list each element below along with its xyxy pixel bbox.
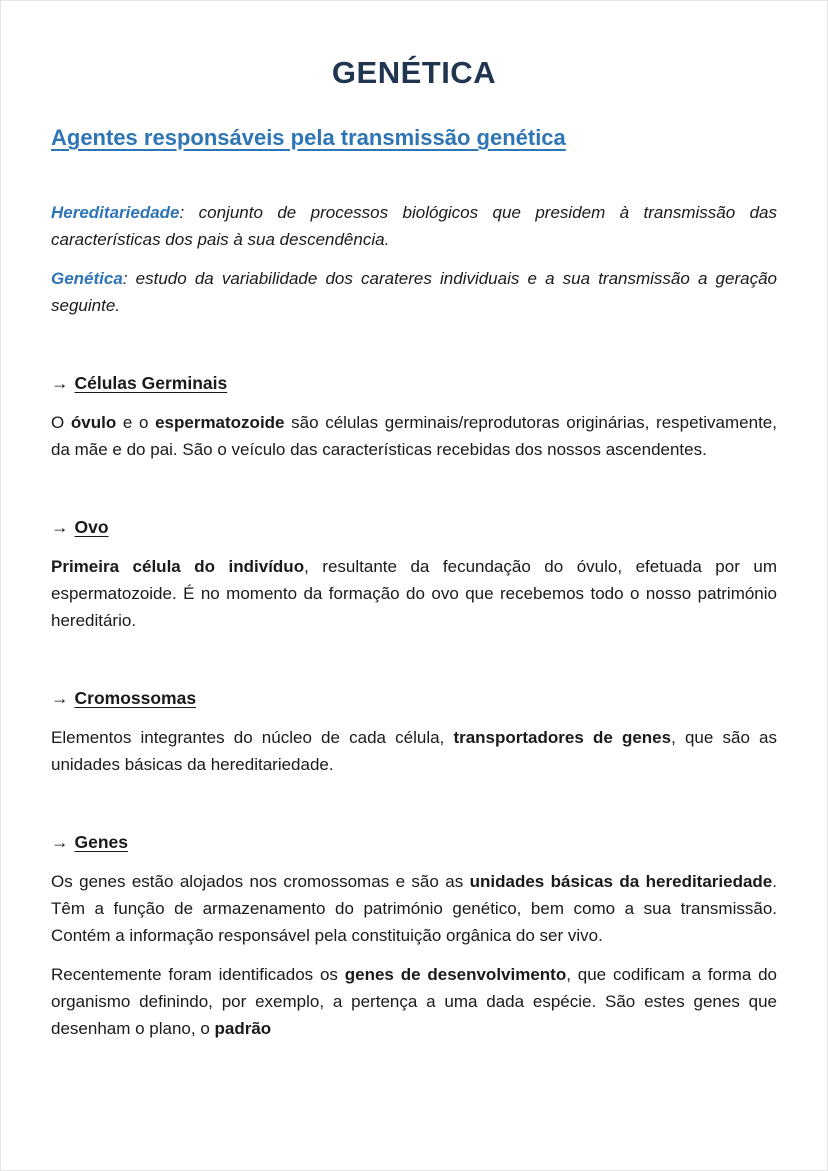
section-heading-celulas-germinais [51, 371, 777, 395]
paragraph-cromossomas: Elementos integrantes do núcleo de cada célula, transportadores de genes, que são as unidades básicas da hereditariedade. [51, 728, 778, 774]
paragraph-celulas-germinais: O óvulo e o espermatozoide são células germinais/reprodutoras originárias, respetivamente, da mãe e do pai. São o veículo das características recebidas dos nossos ascendentes. [51, 413, 777, 459]
section-heading-ovo [51, 515, 777, 539]
section-cromossomas [51, 686, 777, 778]
paragraph-genes-2: Recentemente foram identificados os genes de desenvolvimento, que codificam a forma do organismo definindo, por exemplo, a pertença a uma dada espécie. São estes genes que desenham o plano, o padrão [51, 965, 778, 1038]
section-celulas-germinais [51, 371, 777, 463]
definition-hereditariedade [51, 199, 777, 253]
term-genetica: Genética [51, 269, 123, 288]
section-genes [51, 830, 777, 1042]
section-title: Genes [74, 832, 128, 852]
arrow-icon: → [51, 832, 69, 852]
section-ovo [51, 515, 777, 634]
section-title: Ovo [74, 517, 109, 537]
definition-text: : conjunto de processos biológicos que presidem à transmissão das características dos pais à sua descendência. [51, 203, 777, 249]
paragraph-genes-1: Os genes estão alojados nos cromossomas e são as unidades básicas da hereditariedade. Têm a função de armazenamento do património genético, bem como a sua transmissão. Contém a informação responsável pela constituição orgânica do ser vivo. [51, 872, 777, 945]
definition-text: : estudo da variabilidade dos carateres individuais e a sua transmissão a geração seguinte. [51, 269, 777, 315]
arrow-icon: → [51, 373, 69, 393]
definition-genetica [51, 265, 777, 319]
section-heading-cromossomas [51, 686, 777, 710]
arrow-icon: → [51, 517, 69, 537]
section-heading-genes [51, 830, 777, 854]
section-title: Células Germinais [74, 373, 228, 393]
arrow-icon: → [51, 688, 69, 708]
term-hereditariedade: Hereditariedade [51, 203, 180, 222]
document-title: GENÉTICA [331, 55, 497, 90]
main-heading: Agentes responsáveis pela transmissão genética [51, 125, 566, 150]
section-title: Cromossomas [74, 688, 197, 708]
paragraph-ovo: Primeira célula do indivíduo, resultante da fecundação do óvulo, efetuada por um espermatozoide. É no momento da formação do ovo que recebemos todo o nosso património hereditário. [51, 557, 777, 630]
